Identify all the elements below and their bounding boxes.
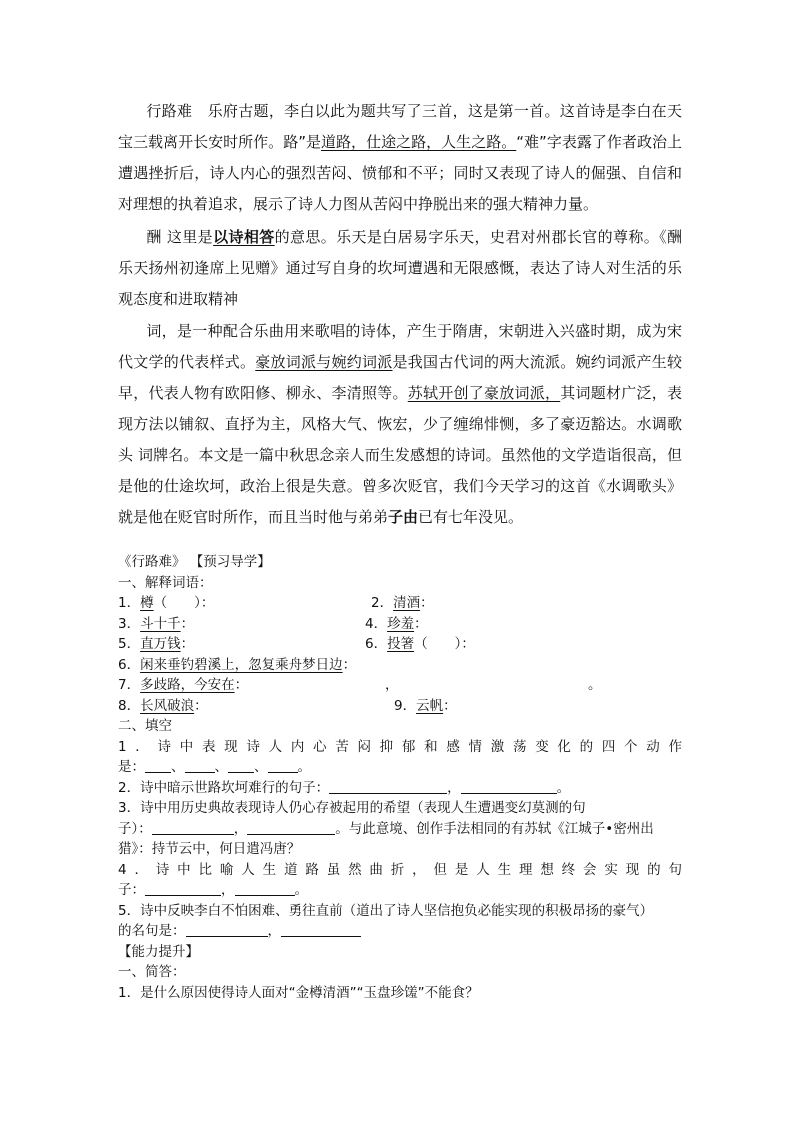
comma: ， xyxy=(447,779,461,796)
vocab-row-5 xyxy=(118,675,682,696)
question-1-line-1: 1．诗中表现诗人内心苦闷抑郁和感情激荡变化的四个动作 xyxy=(118,738,682,755)
separator: 、 xyxy=(171,759,185,775)
intro-paragraph-xinglunan xyxy=(118,96,682,220)
prompt: 是： xyxy=(118,759,145,775)
vocab-suffix: （ ）： xyxy=(414,636,475,652)
item-number: 7． xyxy=(118,677,141,693)
vocab-phrase: 闲来垂钓碧溪上，忽复乘舟梦日边 xyxy=(140,656,343,673)
vocab-word: 长风破浪 xyxy=(140,697,195,714)
intro-paragraph-chou xyxy=(118,222,682,315)
text: 其词题材广泛，表现方法以铺叙、直抒为主，风格大气、恢宏，少了缠绵悱恻，多了豪迈豁达。水调歌头 词牌名。本文是一篇中秋思念亲人而生发感想的诗词。虽然他的文学造诣很高，但是他的仕途坎坷，政治上很是失意。曾多次贬官，我们今天学习的这首《水调歌头》就是他在贬官时所作，而且当时他与弟弟 xyxy=(118,384,682,526)
vocab-row-6 xyxy=(118,696,682,717)
underlined-text: 道路，仕途之路，人生之路。 xyxy=(321,133,517,151)
answer-blank[interactable] xyxy=(185,758,215,773)
section-short-answer: 一、简答： xyxy=(118,964,186,980)
text: “难”字表露了作者政治上遭遇挫折后，诗人内心的强烈苦闷、愤郁和不平；同时又表现了诗人的倔强、自信和对理想的执着追求，展示了诗人力图从苦闷中挣脱出来的强大精神力量。 xyxy=(118,133,682,213)
bold-text: 子由 xyxy=(388,508,419,526)
item-number: 1． xyxy=(118,595,141,611)
section-ability: 【能力提升】 xyxy=(118,943,199,960)
bold-underlined-text: 以诗相答 xyxy=(213,228,275,246)
vocab-word: 斗十千 xyxy=(140,615,181,632)
vocab-suffix: ： xyxy=(180,636,195,652)
answer-blank[interactable] xyxy=(186,922,268,937)
comma: ， xyxy=(385,677,399,693)
vocab-suffix: ： xyxy=(443,697,457,714)
intro-paragraph-ci xyxy=(118,316,682,533)
question-1-line-2 xyxy=(118,757,682,778)
vocab-row-1 xyxy=(118,593,682,614)
question-2 xyxy=(118,778,682,799)
item-number: 6． xyxy=(118,656,141,673)
item-number: 2． xyxy=(371,595,394,611)
answer-blank[interactable] xyxy=(281,922,361,937)
question-3-line-3: 猎》：持节云中，何日遣冯唐？ xyxy=(118,841,301,857)
vocab-suffix: （ ）： xyxy=(153,595,215,611)
item-number: 3． xyxy=(118,615,141,632)
question-3-line-2 xyxy=(118,819,682,840)
comma: ， xyxy=(221,882,235,898)
answer-blank[interactable] xyxy=(228,758,254,773)
prompt: 。与此意境、创作手法相同的有苏轼《江城子•密州出 xyxy=(335,820,654,837)
period: 。 xyxy=(297,759,311,775)
text: 行路难 乐府古题，李白以此为题共写了三首，这是第一首。这首诗是李白在天宝三载离开长安时所作。路”是 xyxy=(118,102,682,151)
text: 酬 这里是 xyxy=(146,228,214,246)
section-explain-words: 一、解释词语： xyxy=(118,574,213,591)
underlined-text: 苏轼开创了豪放词派， xyxy=(407,384,561,402)
answer-blank[interactable] xyxy=(247,820,335,835)
question-3-line-1: 3．诗中用历史典故表现诗人仍心存被起用的希望（表现人生遭遇变幻莫测的句 xyxy=(118,800,586,816)
vocab-suffix: ： xyxy=(414,615,428,632)
vocab-suffix: ： xyxy=(420,595,434,611)
item-number: 4． xyxy=(365,615,388,632)
prompt: 2．诗中暗示世路坎坷难行的句子： xyxy=(118,779,330,796)
separator: 、 xyxy=(214,759,228,775)
vocab-suffix: ： xyxy=(180,615,195,632)
vocab-word: 珍羞 xyxy=(387,615,415,632)
vocab-suffix: ： xyxy=(234,677,249,693)
answer-blank[interactable] xyxy=(235,881,295,896)
item-number: 9． xyxy=(394,697,417,714)
answer-blank[interactable] xyxy=(268,758,298,773)
item-number: 8． xyxy=(118,697,141,714)
prompt: 子）： xyxy=(118,820,152,837)
prompt: 的名句是： xyxy=(118,923,186,939)
question-4-line-1: 4．诗中比喻人生道路虽然曲折，但是人生理想终会实现的句 xyxy=(118,861,682,878)
vocab-word: 樽 xyxy=(140,595,154,611)
vocab-suffix: ： xyxy=(194,697,208,714)
question-5-line-1: 5．诗中反映李白不怕困难、勇往直前（道出了诗人坚信抱负必能实现的积极昂扬的豪气） xyxy=(118,902,654,919)
exercise-heading: 《行路难》 【预习导学】 xyxy=(118,554,271,570)
prompt: 子： xyxy=(118,882,145,898)
comma: ， xyxy=(267,923,281,939)
vocab-phrase: 多歧路，今安在 xyxy=(140,677,235,693)
period: 。 xyxy=(294,882,308,898)
period: 。 xyxy=(556,779,571,796)
exercise-section xyxy=(118,552,682,1003)
comma: ， xyxy=(233,820,248,837)
vocab-suffix: ： xyxy=(342,656,357,673)
text: 已有七年没见。 xyxy=(418,508,524,526)
answer-blank[interactable] xyxy=(145,881,221,896)
vocab-word: 直万钱 xyxy=(140,636,181,652)
vocab-word: 云帆 xyxy=(416,697,444,714)
item-number: 6． xyxy=(365,636,388,652)
question-5-line-2 xyxy=(118,921,682,942)
separator: 、 xyxy=(254,759,268,775)
answer-blank[interactable] xyxy=(152,820,234,835)
question-4-line-2 xyxy=(118,880,682,901)
vocab-word: 投箸 xyxy=(387,636,415,652)
section-fill-blank: 二、填空 xyxy=(118,718,172,734)
short-answer-question-1: 1．是什么原因使得诗人面对“金樽清酒”“玉盘珍馐”不能食？ xyxy=(118,984,479,1001)
vocab-word: 清酒 xyxy=(393,595,421,611)
period: 。 xyxy=(588,677,602,693)
underlined-text: 豪放词派与婉约词派 xyxy=(255,353,393,371)
answer-blank[interactable] xyxy=(329,779,447,794)
item-number: 5． xyxy=(118,636,141,652)
vocab-row-2 xyxy=(118,614,682,635)
text: 的意思。乐天是白居易字乐天，史君对州郡长官的尊称。《酬乐天扬州初逢席上见赠》通过写自身的坎坷遭遇和无限感慨，表达了诗人对生活的乐观态度和进取精神 xyxy=(118,228,682,308)
vocab-row-4 xyxy=(118,655,682,676)
vocab-row-3 xyxy=(118,634,682,655)
text: 词，是一种配合乐曲用来歌唱的诗体，产生于隋唐，宋朝进入兴盛时期，成为宋代文学的代表样式。 xyxy=(118,322,682,371)
text: 是我国古代词的两大流派。婉约词派产生较早，代表人物有欧阳修、柳永、李清照等。 xyxy=(118,353,682,402)
answer-blank[interactable] xyxy=(461,779,557,794)
answer-blank[interactable] xyxy=(145,758,171,773)
